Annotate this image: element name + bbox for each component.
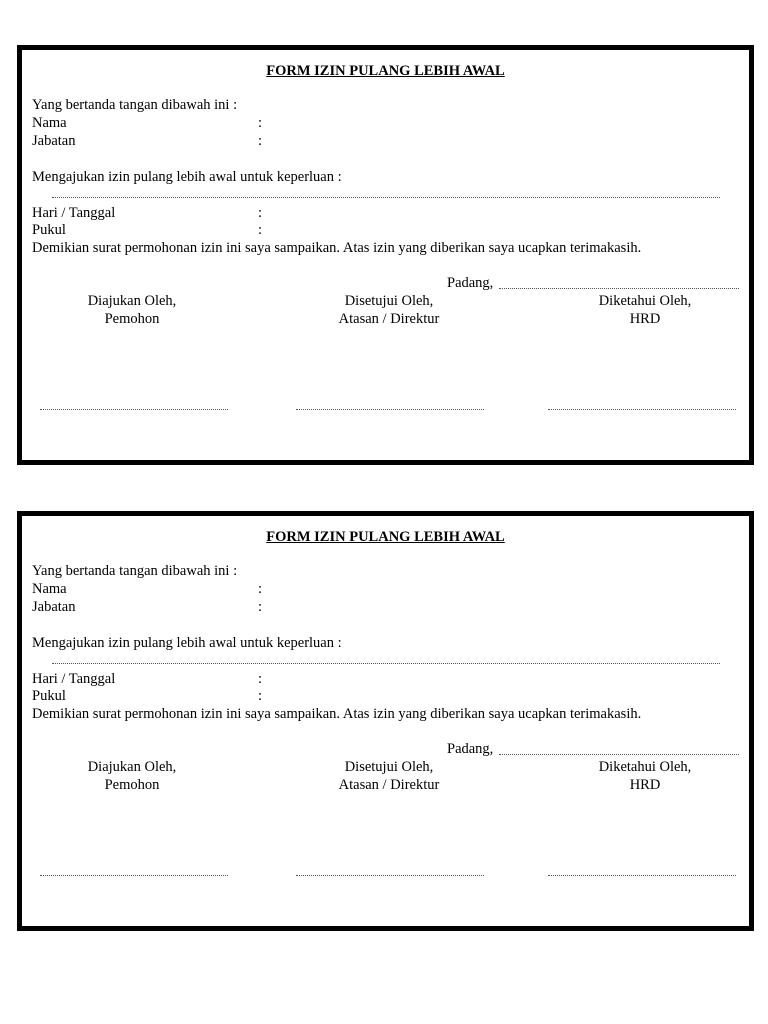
nama-colon: : xyxy=(258,115,263,131)
pukul-colon: : xyxy=(258,688,263,704)
closing-statement: Demikian surat permohonan izin ini saya sampaikan. Atas izin yang diberikan saya ucapkan terimakasih. xyxy=(32,706,642,722)
signature-line-hrd xyxy=(548,409,736,410)
place-label: Padang, xyxy=(447,741,494,757)
jabatan-colon: : xyxy=(258,599,263,615)
jabatan-label: Jabatan xyxy=(32,133,76,149)
purpose-label: Mengajukan izin pulang lebih awal untuk keperluan : xyxy=(32,169,342,185)
permission-form-1 xyxy=(17,45,754,465)
purpose-dotted-line xyxy=(52,197,720,198)
signatory-title: HRD xyxy=(629,777,661,793)
pukul-colon: : xyxy=(258,222,263,238)
signatory-title: Atasan / Direktur xyxy=(338,777,440,793)
signatory-hrd xyxy=(575,292,715,328)
signatory-role: Disetujui Oleh, xyxy=(344,759,434,775)
signatory-supervisor xyxy=(319,758,459,794)
purpose-label: Mengajukan izin pulang lebih awal untuk keperluan : xyxy=(32,635,342,651)
intro-text: Yang bertanda tangan dibawah ini : xyxy=(32,563,238,579)
nama-colon: : xyxy=(258,581,263,597)
signatory-supervisor xyxy=(319,292,459,328)
hari-tanggal-colon: : xyxy=(258,671,263,687)
signatory-hrd xyxy=(575,758,715,794)
signatory-role: Disetujui Oleh, xyxy=(344,293,434,309)
nama-label: Nama xyxy=(32,581,67,597)
closing-statement: Demikian surat permohonan izin ini saya sampaikan. Atas izin yang diberikan saya ucapkan terimakasih. xyxy=(32,240,642,256)
hari-tanggal-label: Hari / Tanggal xyxy=(32,205,116,221)
form-title: FORM IZIN PULANG LEBIH AWAL xyxy=(266,529,505,545)
permission-form-2 xyxy=(17,511,754,931)
signature-line-applicant xyxy=(40,875,228,876)
signatory-role: Diketahui Oleh, xyxy=(598,759,692,775)
place-label: Padang, xyxy=(447,275,494,291)
signatory-role: Diketahui Oleh, xyxy=(598,293,692,309)
signatory-role: Diajukan Oleh, xyxy=(87,293,177,309)
signature-line-supervisor xyxy=(296,409,484,410)
signatory-title: HRD xyxy=(629,311,661,327)
nama-label: Nama xyxy=(32,115,67,131)
intro-text: Yang bertanda tangan dibawah ini : xyxy=(32,97,238,113)
pukul-label: Pukul xyxy=(32,222,66,238)
signatory-title: Atasan / Direktur xyxy=(338,311,440,327)
pukul-label: Pukul xyxy=(32,688,66,704)
signatory-title: Pemohon xyxy=(104,777,160,793)
hari-tanggal-label: Hari / Tanggal xyxy=(32,671,116,687)
signature-line-applicant xyxy=(40,409,228,410)
form-title: FORM IZIN PULANG LEBIH AWAL xyxy=(266,63,505,79)
signatory-applicant xyxy=(62,758,202,794)
signatory-applicant xyxy=(62,292,202,328)
date-dotted-line xyxy=(499,754,739,755)
jabatan-colon: : xyxy=(258,133,263,149)
date-dotted-line xyxy=(499,288,739,289)
purpose-dotted-line xyxy=(52,663,720,664)
signature-line-supervisor xyxy=(296,875,484,876)
signatory-role: Diajukan Oleh, xyxy=(87,759,177,775)
signature-line-hrd xyxy=(548,875,736,876)
hari-tanggal-colon: : xyxy=(258,205,263,221)
jabatan-label: Jabatan xyxy=(32,599,76,615)
signatory-title: Pemohon xyxy=(104,311,160,327)
